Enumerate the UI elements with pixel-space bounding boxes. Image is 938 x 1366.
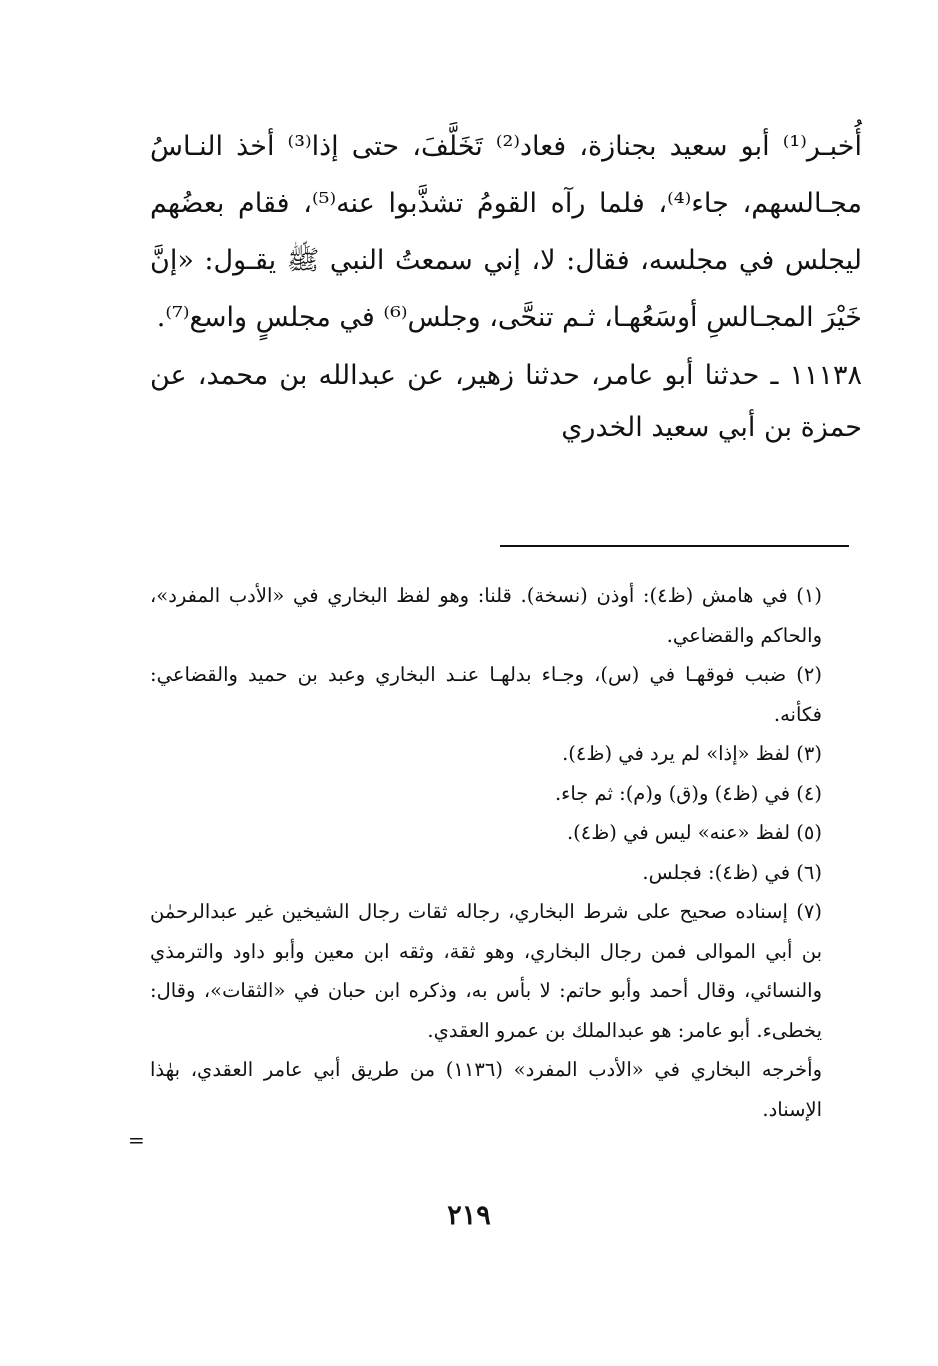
page-number: ٢١٩	[447, 1200, 491, 1231]
continuation-mark: =	[128, 1128, 145, 1152]
footnote-5: (٥) لفظ «عنه» ليس في (ظ٤).	[566, 821, 822, 844]
hadith-paragraph: ١١١٣٨ ـ حدثنا أبو عامر، حدثنا زهير، عن عبدالله بن محمد، عن حمزة بن أبي سعيد الخدري	[150, 360, 862, 443]
footnote-6: (٦) في (ظ٤): فجلس.	[642, 860, 822, 884]
footnote-3: (٣) لفظ «إذا» لم يرد في (ظ٤).	[562, 742, 822, 765]
footnote-2: (٢) ضبب فوقهـا في (س)، وجـاء بدلهـا عنـد البخاري وعبد بن حميد والقضاعي: فكأنه.	[150, 663, 822, 726]
footnote-7-continuation: وأخرجه البخاري في «الأدب المفرد» (١١٣٦) من طريق أبي عامر العقدي، بهٰذا الإسناد.	[150, 1058, 822, 1121]
footnote-divider	[500, 545, 849, 547]
footnote-4: (٤) في (ظ٤) و(ق) و(م): ثم جاء.	[554, 781, 822, 805]
main-paragraph: أُخبـر⁽¹⁾ أبو سعيد بجنازة، فعاد⁽²⁾ تَخَلَّفَ، حتى إذا⁽³⁾ أخذ النـاسُ مجـالسهم، جاء⁽⁴⁾، فلما رآه القومُ تشذَّبوا عنه⁽⁵⁾، فقام بعضُهم ليجلس في مجلسه، فقال: لا، إني سمعتُ النبي ﷺ يقـول: «إنَّ خَيْرَ المجـالسِ أوسَعُهـا، ثـم تنحَّى، وجلس⁽⁶⁾ في مجلسٍ واسع⁽⁷⁾.	[150, 131, 862, 333]
footnotes	[150, 576, 862, 1129]
footnote-7: (٧) إسناده صحيح على شرط البخاري، رجاله ثقات رجال الشيخين غير عبدالرحمٰن بن أبي الموالى فمن رجال البخاري، وهو ثقة، وثقه ابن معين وأبو داود والترمذي والنسائي، وقال أحمد وأبو حاتم: لا بأس به، وذكره ابن حبان في «الثقات»، وقال: يخطىء. أبو عامر: هو عبدالملك بن عمرو العقدي.	[150, 900, 822, 1042]
footnote-1: (١) في هامش (ظ٤): أوذن (نسخة). قلنا: وهو لفظ البخاري في «الأدب المفرد»، والحاكم والقضاعي.	[150, 584, 823, 647]
main-text	[150, 118, 862, 454]
